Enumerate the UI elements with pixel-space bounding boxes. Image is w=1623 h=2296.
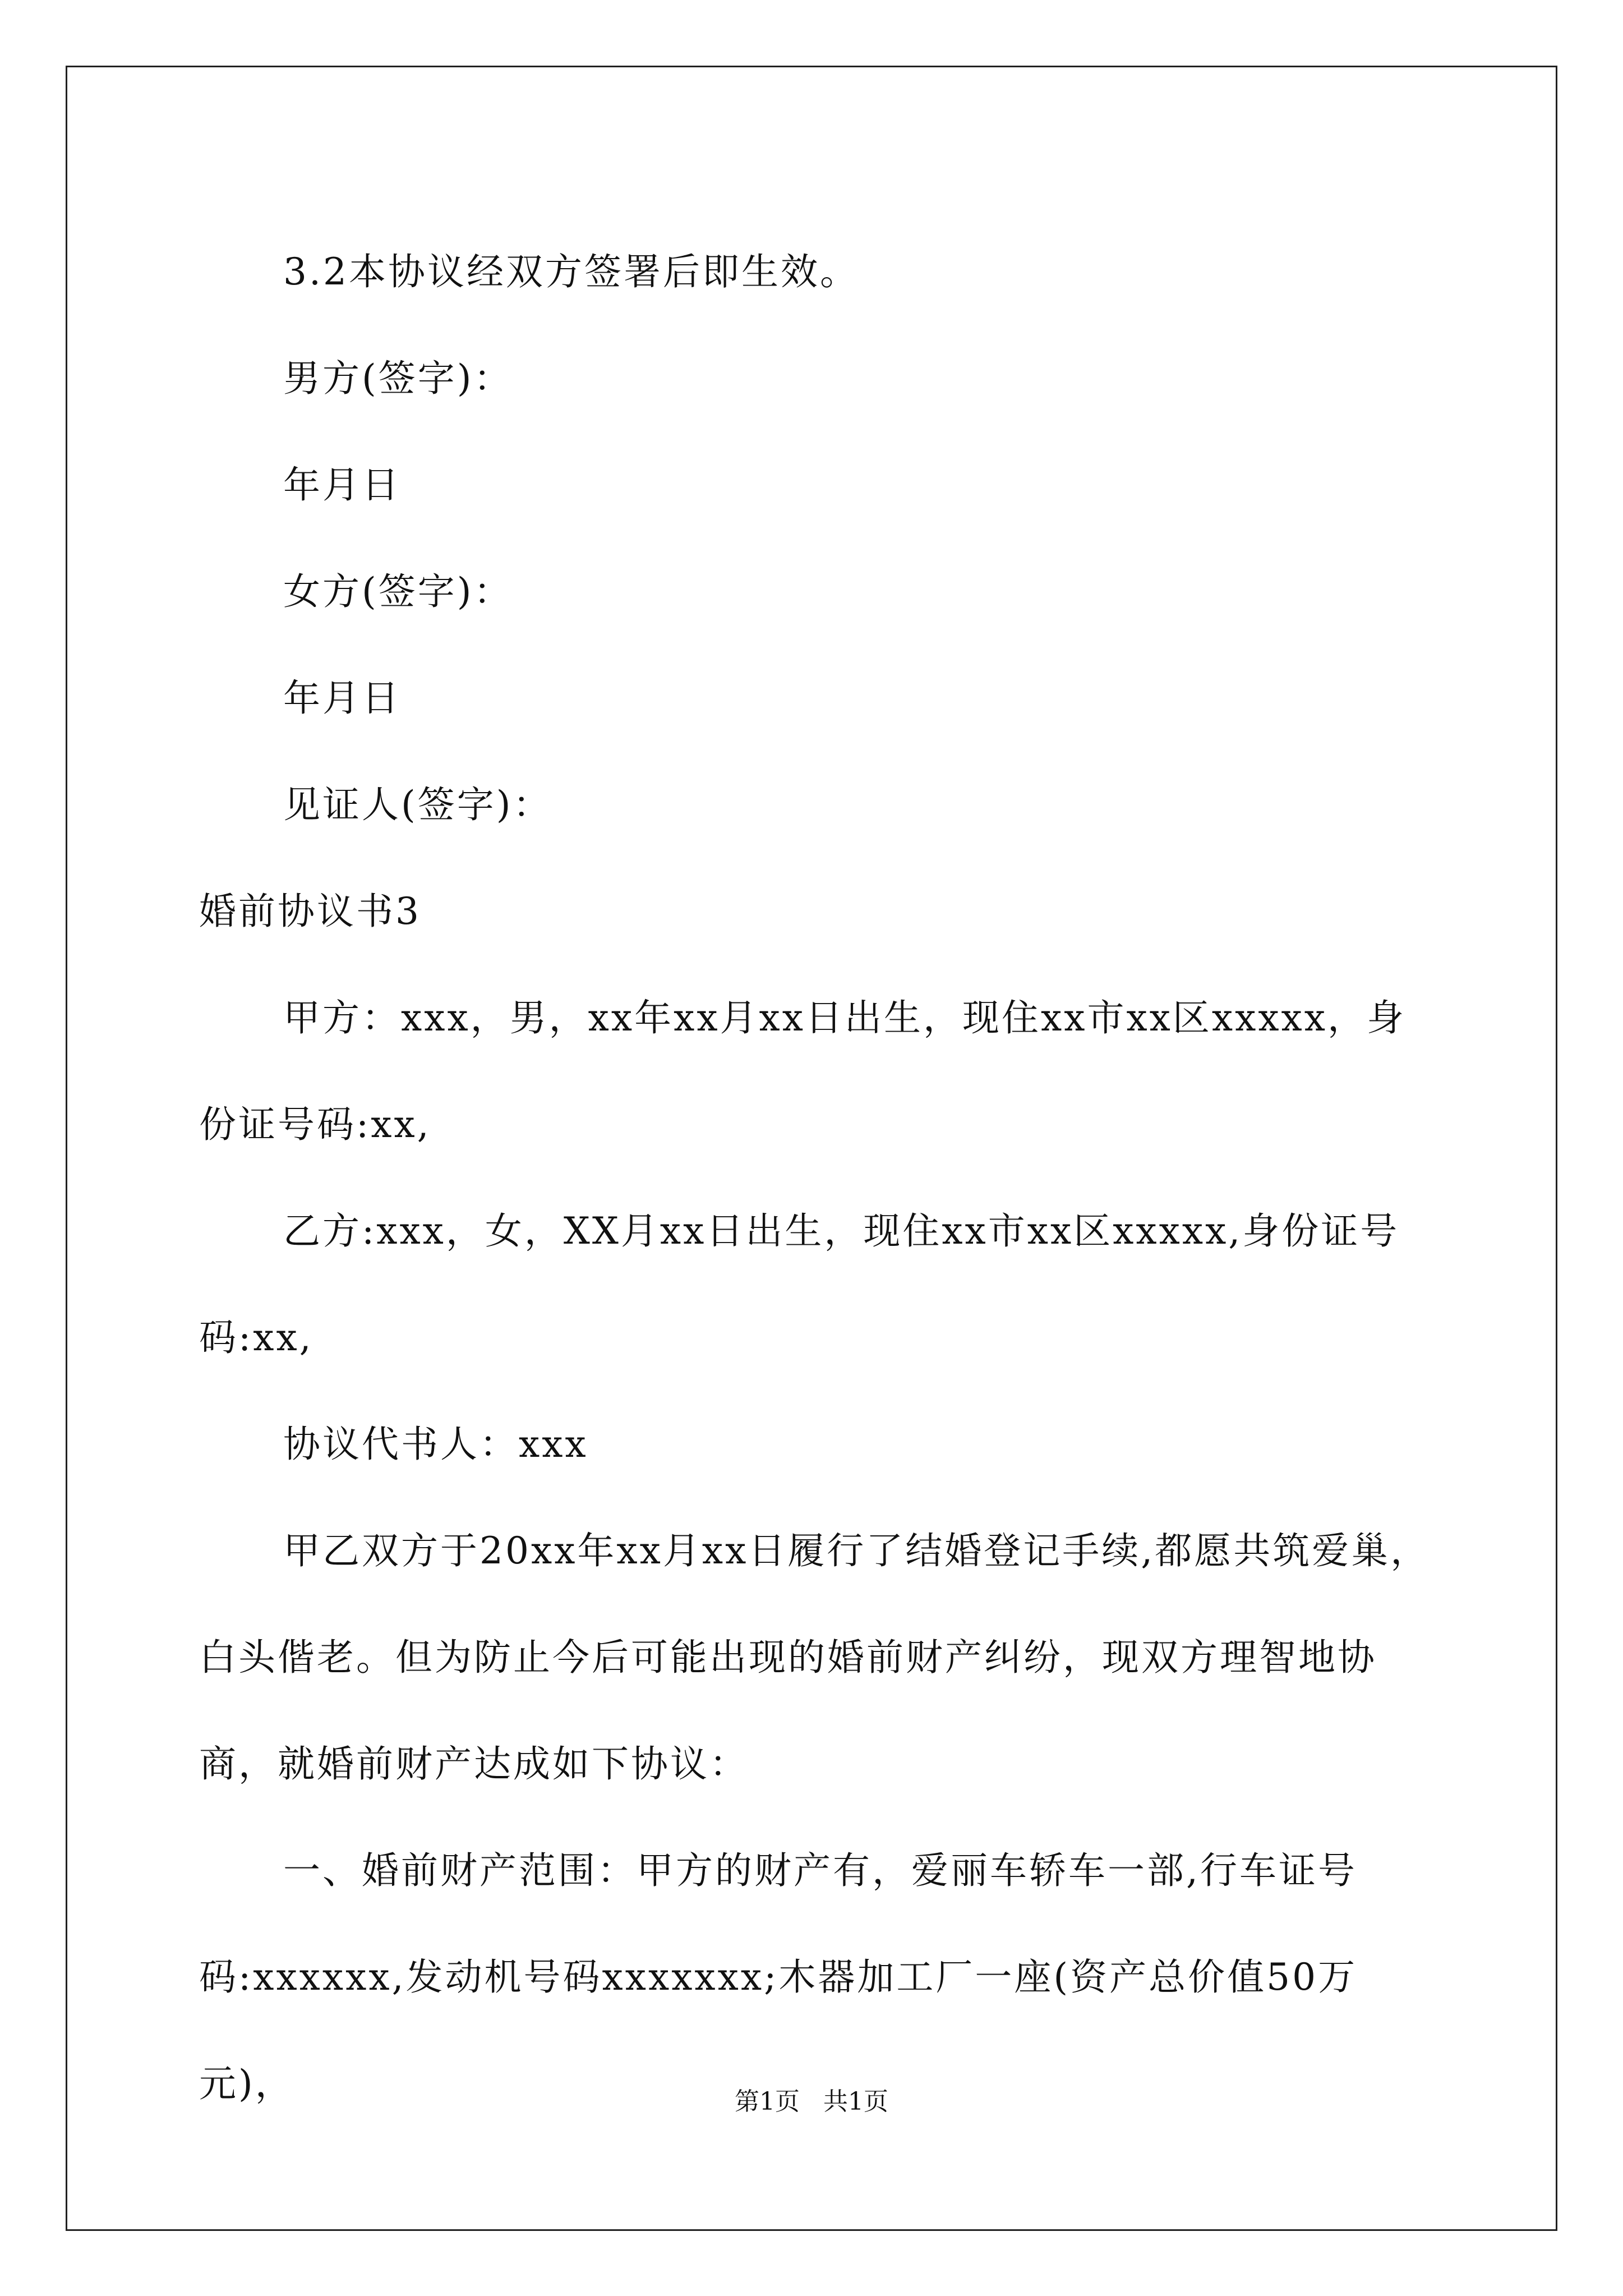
- preamble-paragraph: 甲乙双方于20xx年xx月xx日履行了结婚登记手续,都愿共筑爱巢，白头偕老。但为防止今后可能出现的婚前财产纠纷，现双方理智地协商，就婚前财产达成如下协议：: [199, 1529, 1430, 1786]
- page-number: 第1页: [735, 2087, 800, 2116]
- page-footer: [0, 2081, 1623, 2117]
- party-a-paragraph: 甲方：xxx，男，xx年xx月xx日出生，现住xx市xx区xxxxx，身份证号码:xx,: [199, 996, 1406, 1146]
- article-1-paragraph: 一、婚前财产范围：甲方的财产有，爱丽车轿车一部,行车证号码:xxxxxx,发动机号码xxxxxxx;木器加工厂一座(资产总价值50万元)，: [199, 1849, 1358, 2105]
- male-date-line: 年月日: [283, 463, 401, 507]
- female-signature-line: 女方(签字)：: [283, 570, 513, 613]
- section-title: 婚前协议书3: [199, 890, 421, 933]
- party-b-paragraph: 乙方:xxx，女，XX月xx日出生，现住xx市xx区xxxxx,身份证号码:xx,: [199, 1209, 1400, 1359]
- agent-paragraph: 协议代书人：xxx: [283, 1423, 588, 1466]
- page-total: 共1页: [823, 2087, 888, 2116]
- witness-signature-line: 见证人(签字)：: [283, 783, 552, 826]
- female-date-line: 年月日: [283, 677, 401, 720]
- document-body: [199, 219, 1433, 2137]
- male-signature-line: 男方(签字)：: [283, 357, 513, 400]
- clause-3-2: 3.2本协议经双方签署后即生效。: [283, 250, 859, 293]
